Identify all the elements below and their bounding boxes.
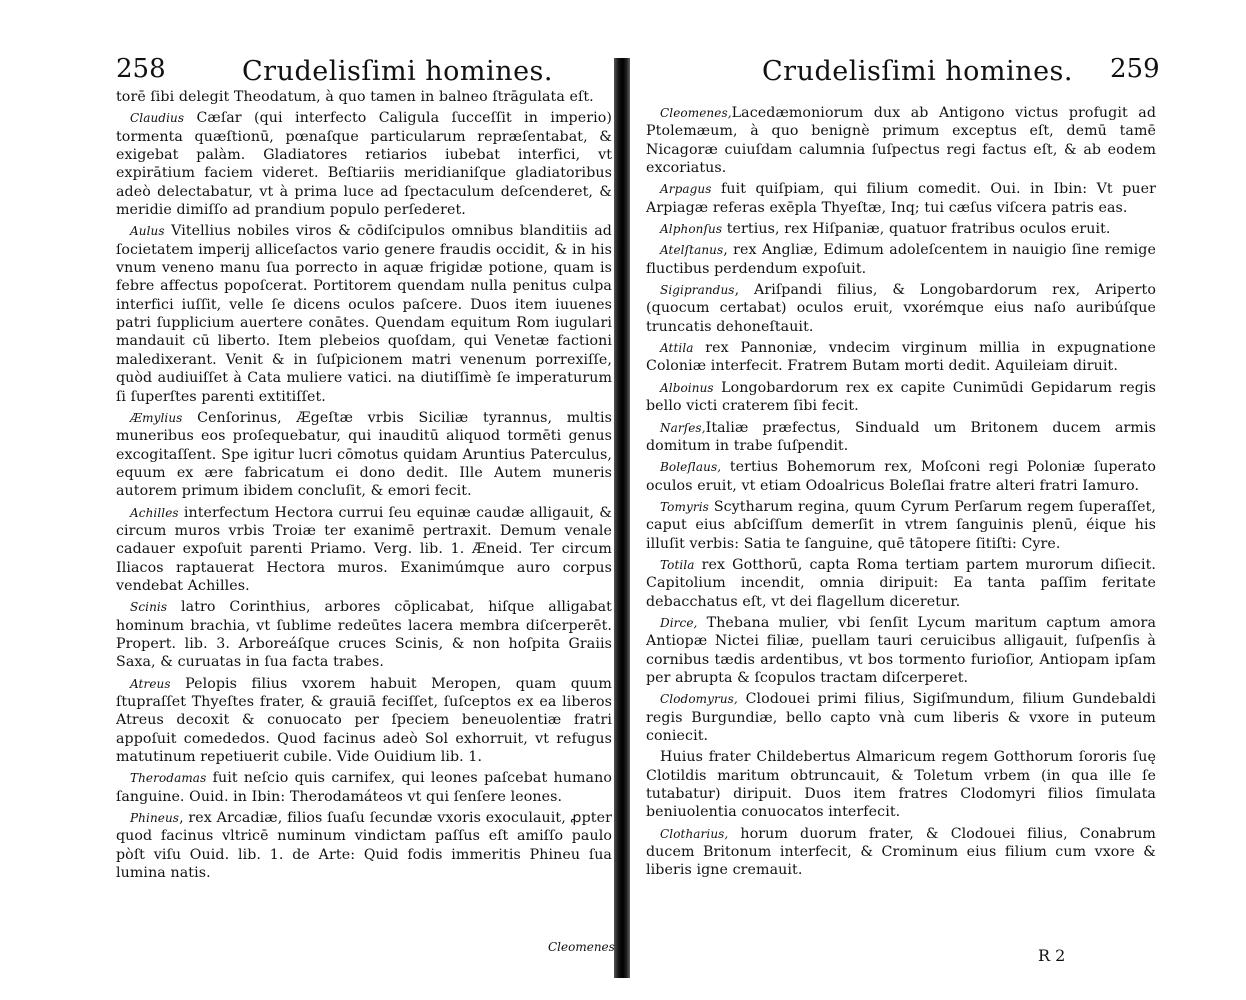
right-paragraph — [646, 180, 1156, 217]
entry-text: tertius Bohemorum rex, Moſconi regi Poloniæ ſuperato oculos eruit, vt etiam Odoalricus Boleſlai fratre alteri fratri Iamuro. — [646, 459, 1156, 494]
right-paragraph — [646, 556, 1156, 611]
entry-text: Cenſorinus, Ægeſtæ vrbis Siciliæ tyrannus, multis muneribus eos proſequebatur, qui inauditū aliquod tormēti genus excogitaſſent. Spe igitur lucri cōmotus quidam Aruntius Paterculus, equum ex ære fabricatum ei dono dedit. Ille Autem muneris autorem primum ibidem concluſit, & emori fecit. — [116, 409, 612, 500]
entry-name: Æmylius — [130, 410, 183, 425]
entry-name: Boleſlaus, — [660, 460, 722, 475]
entry-text: Thebana mulier, vbi ſenſit Lycum maritum captum amora Antiopæ Nictei filiæ, puellam tauri ceruicibus alligauit, ſuſpenſis à cornibus tædis ardentibus, vt bos tormento furioſior, Antiopam ipſam per abrupta & ſcopulos tractam diſcerperet. — [646, 614, 1156, 686]
entry-text: , rex Angliæ, Edimum adoleſcentem in nauigio ſine remige fluctibus perdendum expoſuit. — [646, 242, 1156, 277]
entry-text: rex Pannoniæ, vndecim virginum millia in expugnatione Coloniæ interfecit. Fratrem Butam morti dedit. Aquileiam diruit. — [646, 340, 1156, 375]
entry-name: Alphonſus — [660, 222, 723, 237]
right-running-head: Crudelisſimi homines. — [762, 56, 1073, 87]
entry-text: Clodouei primi filius, Sigiſmundum, filium Gundebaldi regis Burgundiæ, bello capto vnà cum liberis & vxore in puteum coniecit. — [646, 691, 1156, 744]
entry-text: fuit quiſpiam, qui filium comedit. Oui. in Ibin: Vt puer Arpiagæ referas exēpla Thyeſtæ, Inq; tui cæſus viſcera patris eas. — [646, 181, 1156, 216]
entry-text: , rex Arcadiæ, filios ſuaſu ſecundæ vxoris exoculauit, ꝓpter quod facinus vltricē numinum vindictam paſſus eſt amiſſo paulo pòſt viſu Ouid. lib. 1. de Arte: Quid fodis immeritis Phineu ſua lumina natis. — [116, 810, 612, 882]
entry-text: Scytharum regina, quum Cyrum Perſarum regem ſuperaſſet, caput eius abſciſſum demerſit in vtrem ſanguinis plenū, éique his illuſit verbis: Satia te ſanguine, quē tātopere ſitiſti: Cyre. — [646, 498, 1156, 552]
left-paragraph — [116, 88, 612, 106]
entry-text: fuit neſcio quis carnifex, qui leones paſcebat humano ſanguine. Ouid. in Ibin: Therodamáteos vt qui ſenſere leones. — [116, 770, 612, 805]
entry-name: Achilles — [130, 505, 179, 520]
entry-name: Totila — [660, 557, 695, 572]
entry-name: Scinis — [130, 600, 168, 615]
right-paragraph — [646, 614, 1156, 687]
left-paragraph — [116, 409, 612, 501]
entry-name: Aulus — [130, 224, 165, 239]
catchword: Cleomenes — [548, 940, 615, 954]
left-paragraph — [116, 675, 612, 767]
entry-name: Therodamas — [130, 771, 207, 786]
entry-text: latro Corinthius, arbores cōplicabat, hiſque alligabat hominum brachia, vt ſublime redeūtes lacera membra diſcerperēt. Propert. lib. 3. Arboreáſque cruces Scinis, & non hoſpita Graiis Saxa, & curuatas in ſua facta trabes. — [116, 599, 612, 671]
entry-text: tertius, rex Hiſpaniæ, quatuor fratribus oculos eruit. — [726, 221, 1111, 238]
right-paragraph — [646, 281, 1156, 336]
entry-text: Lacedæmoniorum dux ab Antigono victus profugit ad Ptolemæum, à quo benignè primum exceptus eſt, demū tamē Nicagoræ cuiuſdam calumnia ſuſpectus regi factus eſt, & ab eodem excoriatus. — [646, 105, 1156, 177]
entry-text: horum duorum frater, & Clodouei filius, Conabrum ducem Britonum interfecit, & Crominum eius filium cum vxore & liberis igne cremauit. — [646, 825, 1156, 879]
entry-text: Cæſar (qui interfecto Caligula ſucceſſit in imperio) tormenta quæſtionū, pœnaſque particularum repræſentabat, & exigebat palàm. Gladiatores retiarios iubebat interfici, vt expirātium faciem videret. Beſtiariis meridianiſque gladiatoribus adeò delectabatur, vt à prima luce ad ſpectaculum deſcenderet, & meridie dimiſſo ad prandium populo perſederet. — [116, 110, 612, 219]
book-gutter — [614, 58, 630, 978]
right-paragraph — [646, 748, 1156, 821]
entry-name: Cleomenes, — [660, 106, 732, 120]
entry-name: Clodomyrus, — [660, 692, 738, 707]
right-paragraph — [646, 825, 1156, 880]
entry-name: Claudius — [130, 111, 185, 126]
right-paragraph — [646, 690, 1156, 745]
entry-name: Attila — [660, 341, 694, 356]
left-paragraph — [116, 109, 612, 219]
left-paragraph — [116, 598, 612, 671]
right-paragraph — [646, 104, 1156, 177]
right-paragraph — [646, 498, 1156, 553]
signature-mark: R 2 — [1038, 946, 1066, 965]
entry-name: Clotharius, — [660, 826, 729, 841]
left-page-number: 258 — [116, 54, 166, 84]
right-paragraph — [646, 339, 1156, 376]
entry-text: Longobardorum rex ex capite Cunimūdi Gepidarum regis bello victi craterem ſibi fecit. — [646, 379, 1156, 415]
entry-name: Narſes, — [660, 420, 706, 435]
entry-text: Italiæ præfectus, Sinduald um Britonem ducem armis domitum in trabe ſuſpendit. — [646, 419, 1156, 454]
entry-name: Sigiprandus — [660, 283, 735, 298]
left-paragraph — [116, 769, 612, 806]
left-paragraph — [116, 222, 612, 405]
right-paragraph — [646, 241, 1156, 278]
entry-text: Vitellius nobiles viros & cōdiſcipulos omnibus blanditiis ad ſocietatem imperij alliceſactos vario genere fraudis occidit, & in his vnum veneno manu ſua porrecto in aquæ frigidæ potione, quam is febre affectus popoſcerat. Portitorem quendam nulla penitus culpa interfici iuſſit, velle ſe dicens oculos paſcere. Duos item iuuenes patri ſupplicium auertere conātes. Quendam equitum Rom iugulari mandauit cū liberto. Item plebeios quoſdam, qui Venetæ factioni maledixerant. Venit & in ſuſpicionem matri venenum porrexiſſe, quòd audiuiſſet à Cata muliere vatici. na diutiſſimè ſe imperaturum ſi ſuperſtes parenti extitiſſet. — [116, 223, 612, 405]
right-paragraph — [646, 458, 1156, 495]
right-body-text — [646, 104, 1156, 883]
entry-text: rex Gotthorū, capta Roma tertiam partem murorum diſiecit. Capitolium incendit, omnia diripuit: Ea tanta paſſim feritate debacchatus eſt, vt dei flagellum diceretur. — [646, 556, 1156, 610]
left-paragraph — [116, 809, 612, 882]
left-body-text — [116, 88, 612, 885]
left-running-head: Crudelisſimi homines. — [242, 56, 553, 87]
entry-name: Phineus — [130, 811, 180, 826]
entry-text: , Ariſpandi filius, & Longobardorum rex, Ariperto (quocum certabat) oculos eruit, vxorémque eius naſo auribúſque truncatis dehoneſtauit. — [646, 282, 1156, 335]
entry-name: Alboinus — [660, 380, 714, 395]
entry-text: Pelopis filius vxorem habuit Meropen, quam quum ſtupraſſet Thyeſtes frater, & grauiā feciſſet, ſuſceptos ex ea liberos Atreus decoxit & conuocato per ſpeciem beneuolentiæ fratri appoſuit comededos. Quod facinus adeò Sol exhorruit, vt refugus matutinum repetiuerit cubile. Vide Ouidium lib. 1. — [116, 675, 612, 766]
right-page-number: 259 — [1110, 54, 1160, 84]
right-paragraph — [646, 419, 1156, 456]
left-paragraph — [116, 504, 612, 596]
entry-text: Huius frater Childebertus Almaricum regem Gotthorum ſororis ſuę Clotildis maritum obtruncauit, & Toletum vrbem (in qua ille ſe tutabatur) diripuit. Duos item fratres Clodomyri filios ſimulata beniuolentia conuocatos interfecit. — [646, 749, 1156, 821]
entry-name: Arpagus — [660, 182, 712, 197]
entry-text: interfectum Hectora currui ſeu equinæ caudæ alligauit, & circum muros vrbis Troiæ ter exanimē pertraxit. Demum venale cadauer expoſuit parenti Priamo. Verg. lib. 1. Æneid. Ter circum Iliacos raptauerat Hectora muros. Exanimúmque auro corpus vendebat Achilles. — [116, 504, 612, 594]
right-paragraph — [646, 379, 1156, 416]
entry-name: Tomyris — [660, 499, 709, 514]
entry-name: Dirce, — [660, 615, 698, 630]
entry-name: Atreus — [130, 676, 171, 691]
right-paragraph — [646, 220, 1156, 238]
entry-text: torē ſibi delegit Theodatum, à quo tamen in balneo ſtrāgulata eſt. — [116, 89, 594, 105]
entry-name: Atelſtanus — [660, 243, 724, 258]
